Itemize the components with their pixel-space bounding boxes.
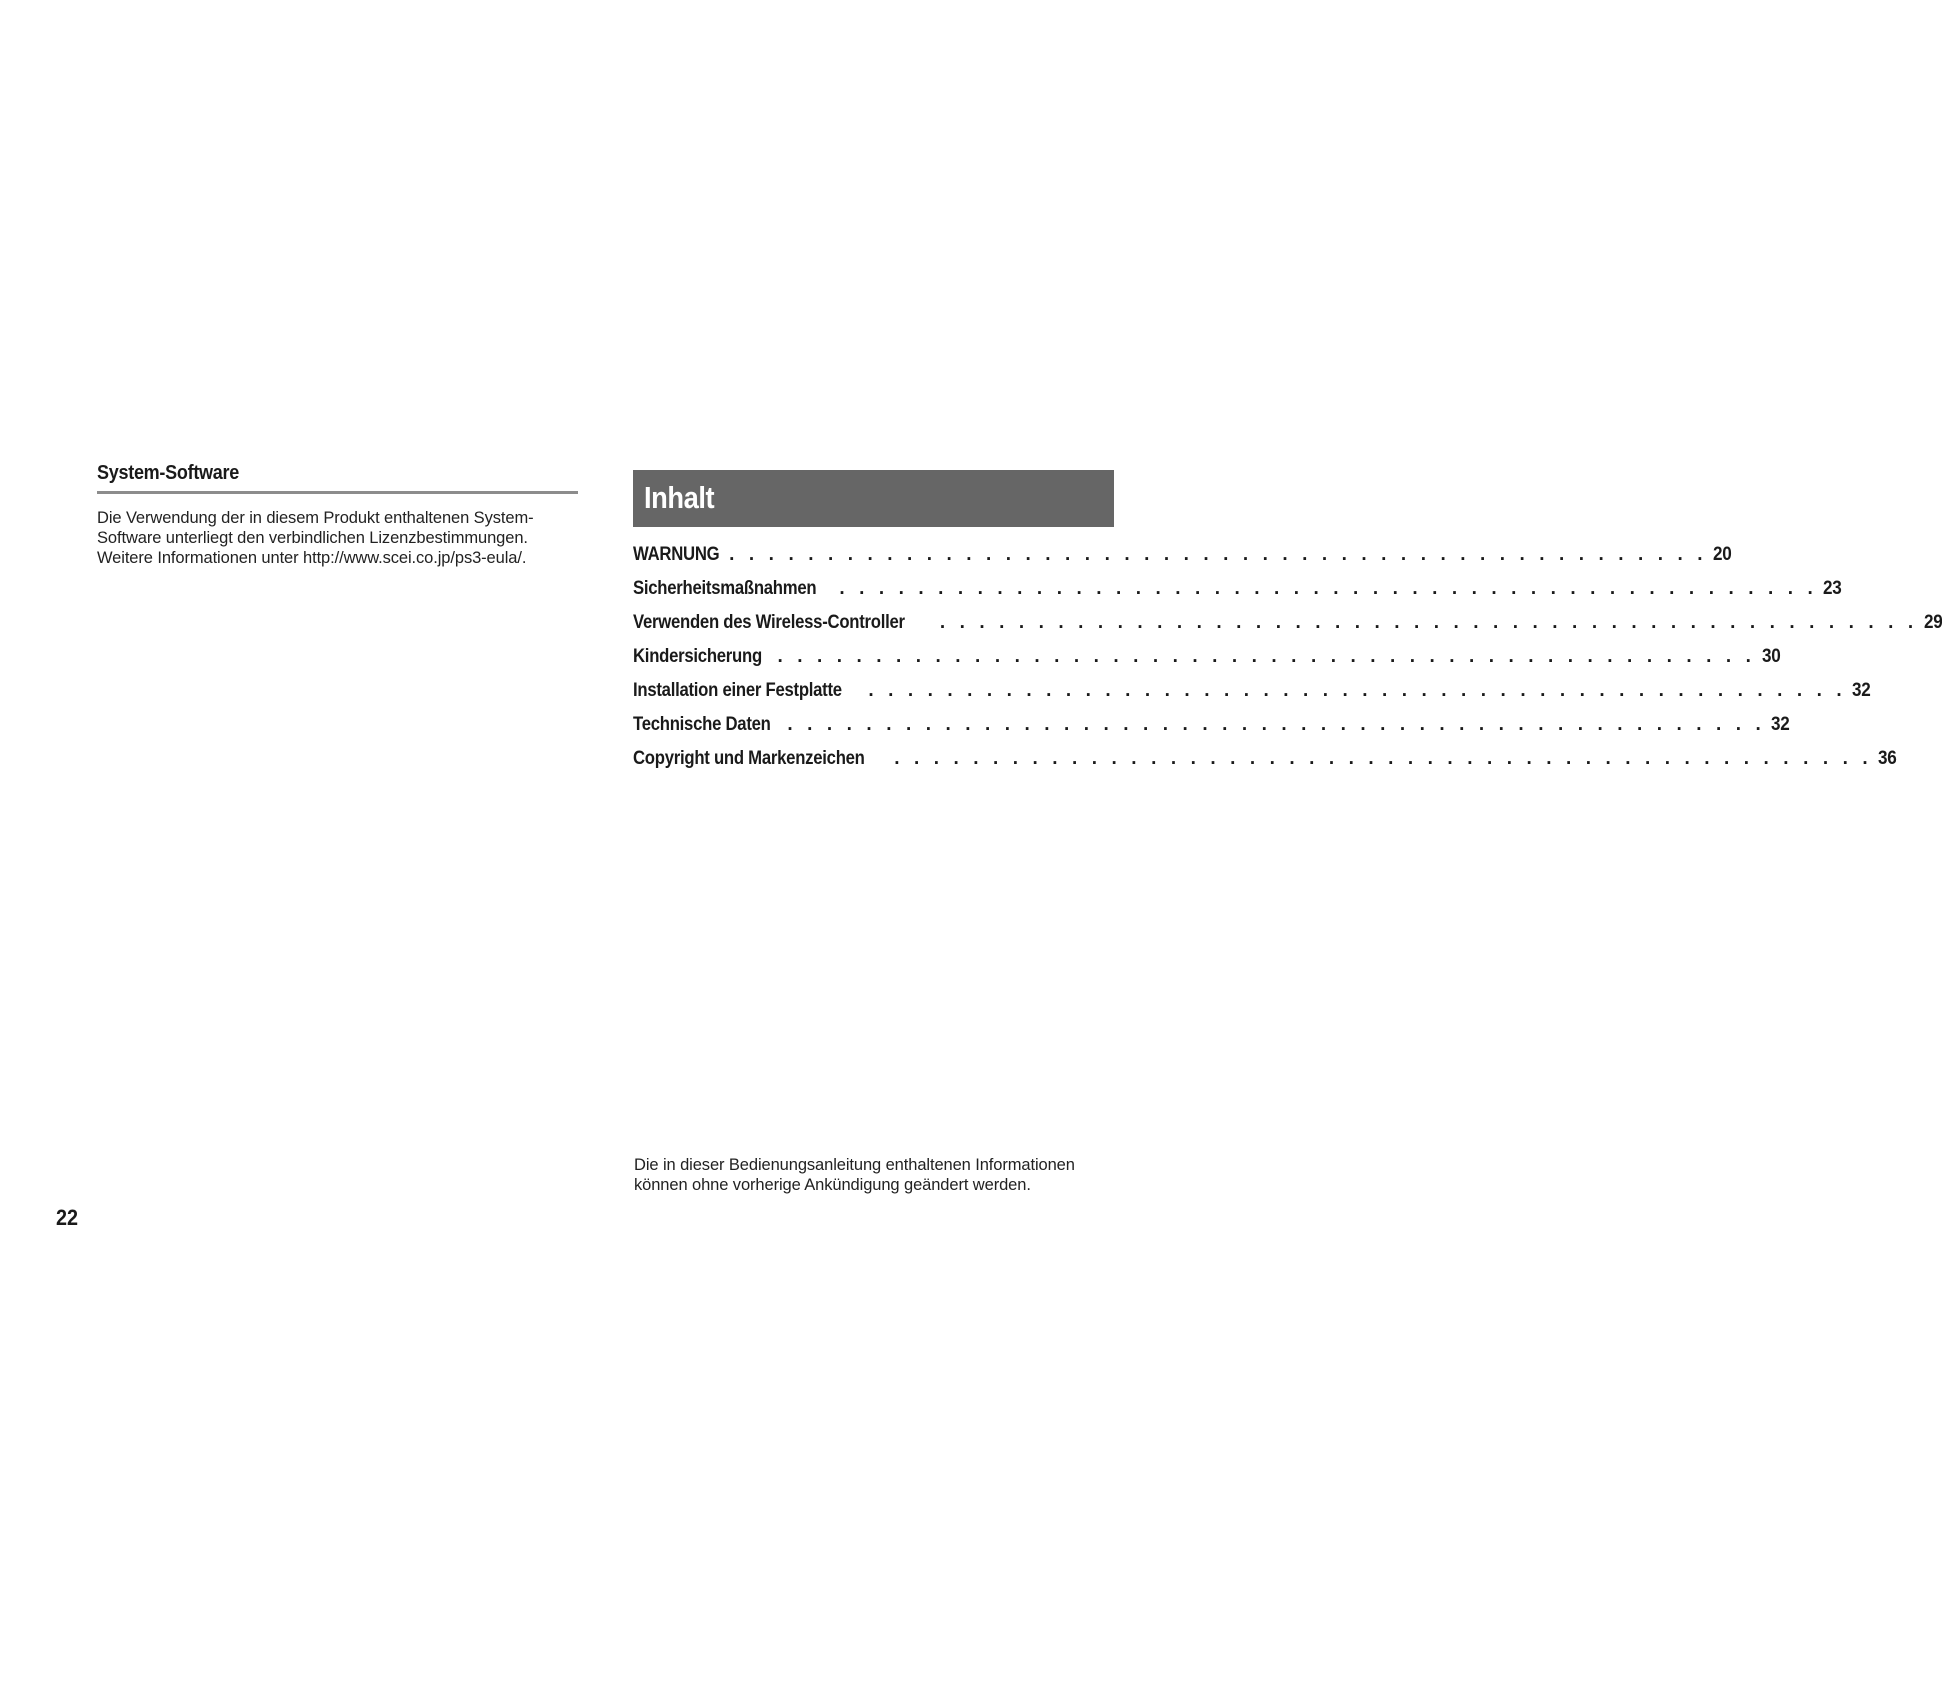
toc-entry-label: Verwenden des Wireless-Controller [633,612,905,633]
toc-entry[interactable] [633,612,1942,646]
page-number: 22 [56,1205,79,1230]
text-line: Weitere Informationen unter http://www.scei.co.jp/ps3-eula/. [97,549,527,567]
table-of-contents [633,470,1942,782]
system-software-section [97,462,578,568]
heading-rule [97,491,578,494]
toc-entry-label: Copyright und Markenzeichen [633,748,865,769]
section-heading: System-Software [97,462,240,484]
toc-title: Inhalt [644,480,715,515]
toc-leader-dots: . . . . . . . . . . . . . . . . . . . . . . . . . . . . . . . . . . . . . . . . . . . . . . . . . . [787,714,1766,735]
text-line: Die Verwendung der in diesem Produkt enthaltenen System- [97,509,534,527]
toc-banner [633,470,1114,527]
toc-leader-dots: . . . . . . . . . . . . . . . . . . . . . . . . . . . . . . . . . . . . . . . . . . . . . . . . . . [839,578,1818,599]
toc-leader-dots: . . . . . . . . . . . . . . . . . . . . . . . . . . . . . . . . . . . . . . . . . . . . . . . . . . [868,680,1847,701]
disclaimer-note [634,1155,1114,1195]
toc-entry-label: Kindersicherung [633,646,762,667]
toc-list [633,544,1942,782]
toc-entry-label: Installation einer Festplatte [633,680,842,701]
note-line: können ohne vorherige Ankündigung geändert werden. [634,1176,1031,1194]
toc-entry[interactable] [633,714,1790,748]
toc-entry-page: 30 [1761,646,1781,667]
toc-entry-page: 36 [1878,748,1897,769]
toc-entry[interactable] [633,578,1842,612]
toc-entry-page: 20 [1713,544,1732,565]
toc-entry[interactable] [633,680,1871,714]
toc-entry-page: 32 [1771,714,1790,735]
toc-leader-dots: . . . . . . . . . . . . . . . . . . . . . . . . . . . . . . . . . . . . . . . . . . . . . . . . . . [894,748,1873,769]
text-line: Software unterliegt den verbindlichen Lizenzbestimmungen. [97,529,528,547]
toc-entry-page: 32 [1852,680,1871,701]
system-software-text [97,508,578,568]
toc-entry[interactable] [633,646,1781,680]
toc-entry[interactable] [633,544,1732,578]
toc-entry-label: Sicherheitsmaßnahmen [633,578,817,599]
note-line: Die in dieser Bedienungsanleitung enthaltenen Informationen [634,1156,1075,1174]
toc-leader-dots: . . . . . . . . . . . . . . . . . . . . . . . . . . . . . . . . . . . . . . . . . . . . . . . . . . [729,544,1708,565]
toc-leader-dots: . . . . . . . . . . . . . . . . . . . . . . . . . . . . . . . . . . . . . . . . . . . . . . . . . . [777,646,1756,667]
toc-leader-dots: . . . . . . . . . . . . . . . . . . . . . . . . . . . . . . . . . . . . . . . . . . . . . . . . . . [939,612,1918,633]
toc-entry-label: WARNUNG [633,544,720,565]
toc-entry-page: 29 [1923,612,1942,633]
toc-entry-label: Technische Daten [633,714,771,735]
toc-entry[interactable] [633,748,1897,782]
toc-entry-page: 23 [1823,578,1842,599]
